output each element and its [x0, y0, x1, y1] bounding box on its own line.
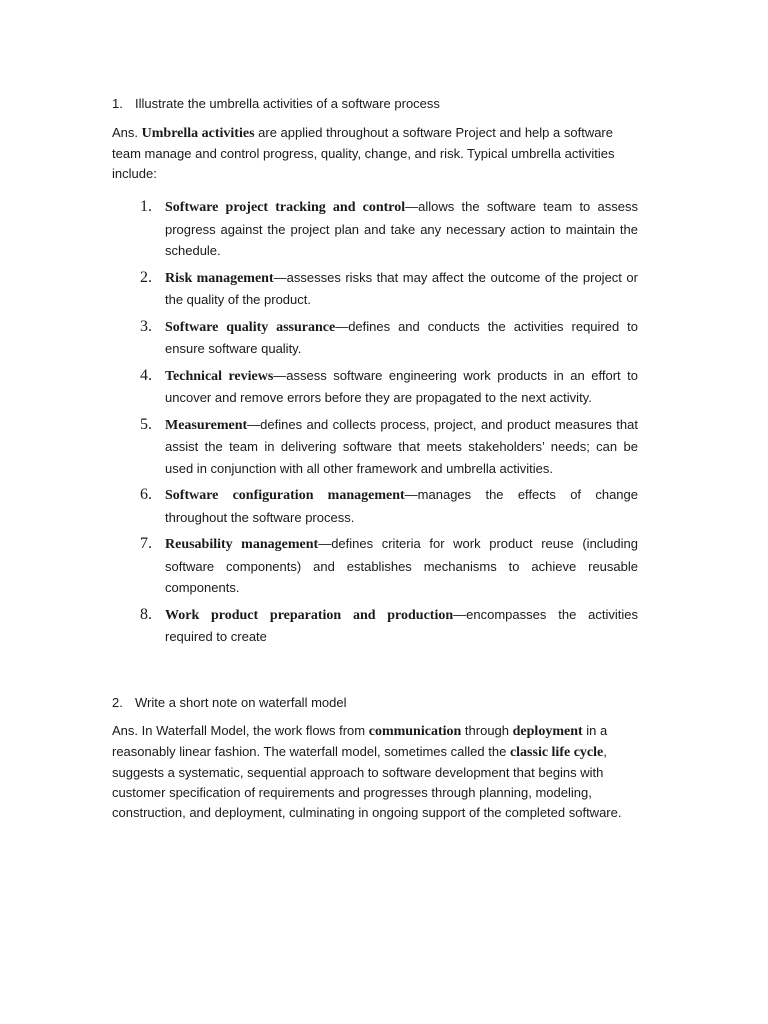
question-2-title: Write a short note on waterfall model	[135, 695, 347, 710]
list-item-description: —allows the software team to assess progress against the project plan and take any necessary action to maintain the schedule.	[165, 199, 639, 258]
question-1-heading	[112, 95, 440, 112]
list-item-number: 8.	[140, 605, 152, 623]
list-item-number: 3.	[140, 317, 152, 335]
answer-1-text: are applied throughout a software Project and help a software team manage and control progress, quality, change, and risk. Typical umbrella activities include:	[112, 125, 615, 181]
list-item-term: Reusability management	[165, 537, 319, 552]
list-item-description: —manages the effects of change throughout the software process.	[165, 487, 638, 525]
list-item-description: —defines and conducts the activities required to ensure software quality.	[165, 318, 638, 356]
list-item	[0, 267, 638, 311]
list-item	[0, 196, 638, 262]
list-item-term: Measurement	[165, 417, 248, 433]
answer-2-bold-classic-life-cycle: classic life cycle	[509, 745, 604, 760]
answer-2-text-middle: in a reasonably linear fashion. The waterfall model, sometimes called the	[112, 723, 608, 759]
list-item	[0, 365, 638, 409]
question-2-heading	[112, 694, 346, 711]
answer-2-prefix: Ans. In Waterfall Model, the work flows from	[112, 723, 366, 738]
list-item	[0, 533, 638, 599]
list-item-number: 6.	[140, 486, 152, 503]
list-item	[0, 484, 638, 528]
answer-1-prefix: Ans.	[112, 125, 139, 140]
question-1-number: 1.	[112, 96, 123, 111]
list-item-description: —encompasses the activities required to create	[165, 606, 638, 644]
list-item-description: —assess software engineering work products in an effort to uncover and remove errors before they are propagated to the next activity.	[165, 367, 638, 405]
list-item	[0, 316, 638, 360]
list-item	[0, 414, 638, 480]
list-item	[0, 604, 638, 648]
answer-1-bold-term: Umbrella activities	[141, 126, 255, 141]
answer-2-text-through: through	[464, 723, 510, 738]
answer-2-text-rest: , suggests a systematic, sequential approach to software development that begins with customer specification of requirements and progresses through planning, modeling, construction, and deployment, culminating in ongoing support of the completed software.	[112, 744, 622, 820]
list-item-number: 7.	[140, 535, 152, 552]
list-item-term: Technical reviews	[165, 368, 274, 384]
list-item-term: Risk management	[165, 270, 274, 286]
list-item-description: —defines and collects process, project, and product measures that assist the team in delivering software that meets stakeholders’ needs; can be used in conjunction with all other framework and umbrella activities.	[165, 416, 638, 476]
question-2-number: 2.	[112, 695, 123, 710]
list-item-number: 5.	[140, 415, 152, 433]
list-item-term: Software project tracking and control	[165, 200, 406, 215]
answer-1-intro	[112, 123, 638, 184]
list-item-number: 4.	[140, 366, 152, 384]
list-item-term: Software quality assurance	[165, 319, 336, 335]
umbrella-activities-list	[0, 196, 638, 653]
list-item-number: 1.	[140, 198, 152, 215]
list-item-term: Software configuration management	[165, 488, 405, 503]
list-item-number: 2.	[140, 268, 152, 286]
answer-2-bold-deployment: deployment	[512, 724, 583, 739]
answer-2-bold-communication: communication	[368, 724, 462, 739]
list-item-description: —assesses risks that may affect the outcome of the project or the quality of the product.	[165, 269, 638, 307]
question-1-title: Illustrate the umbrella activities of a software process	[135, 96, 440, 111]
list-item-term: Work product preparation and production	[165, 607, 454, 623]
answer-2-paragraph	[112, 721, 638, 823]
list-item-description: —defines criteria for work product reuse (including software components) and establishes mechanisms to achieve reusable components.	[165, 536, 638, 595]
